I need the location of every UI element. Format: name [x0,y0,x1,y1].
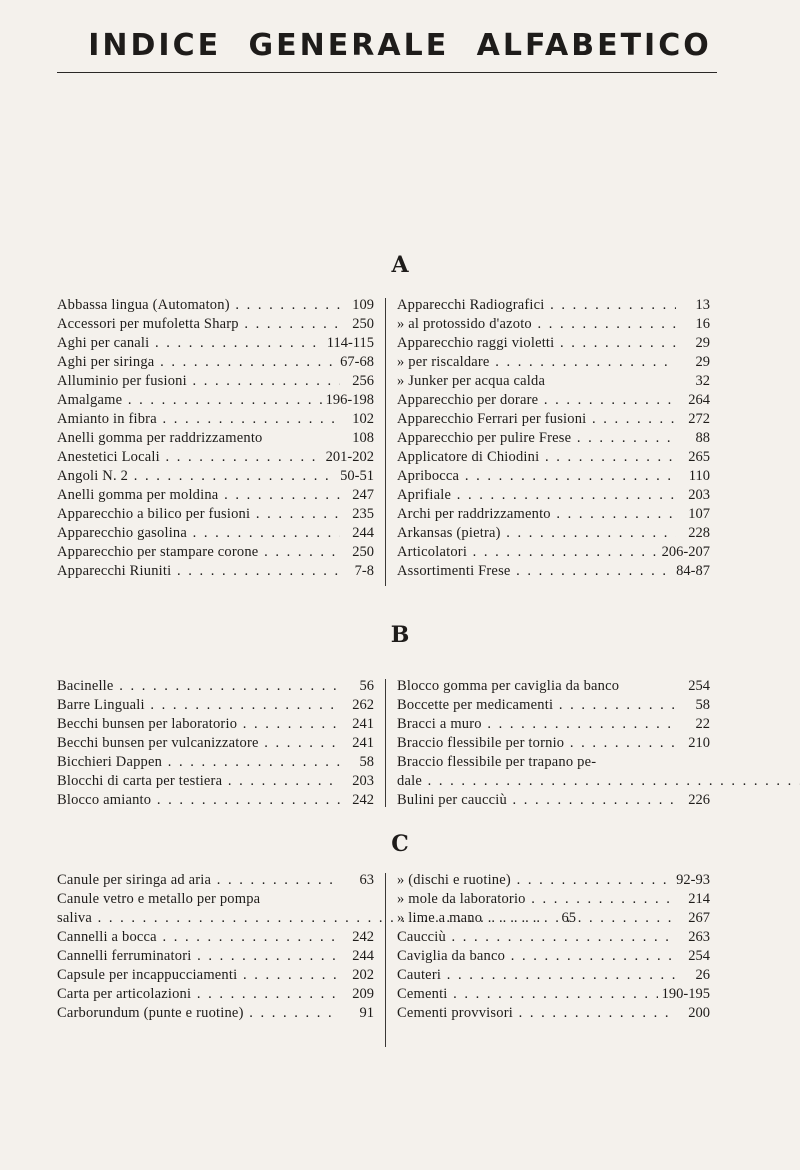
section-a-left-column [57,296,374,581]
entry-name: » (dischi e ruotine) . . . [397,871,672,890]
index-entry [397,410,710,429]
entry-page: 84-87 [676,563,710,579]
index-entry [397,505,710,524]
entry-page: 196-198 [325,392,374,408]
entry-page: 244 [352,948,374,964]
entry-page: 110 [688,468,710,484]
entry-page: 50-51 [340,468,374,484]
entry-page: 26 [695,967,710,983]
entry-page: 272 [688,411,710,427]
entry-page: 244 [352,525,374,541]
index-entry [57,696,374,715]
entry-name: Cauteri . . . [397,966,676,985]
entry-name: Bacinelle . . . [57,677,340,696]
index-entry [397,429,710,448]
title-rule [57,72,717,73]
entry-page: 254 [688,948,710,964]
entry-name: Carborundum (punte e ruotine) . . . [57,1004,340,1023]
entry-name-line2: dale . . . [397,772,800,791]
entry-name: Capsule per incappucciamenti . . . [57,966,340,985]
entry-page: 262 [352,697,374,713]
entry-name [397,753,800,791]
index-entry [57,505,374,524]
entry-page: 58 [695,697,710,713]
entry-page: 88 [695,430,710,446]
index-entry [57,715,374,734]
entry-name: Blocchi di carta per testiera . . . [57,772,340,791]
entry-name: Anelli gomma per moldina . . . [57,486,340,505]
entry-page: 91 [359,1005,374,1021]
column-divider [385,679,386,807]
entry-name: Barre Linguali . . . [57,696,340,715]
entry-name: Angoli N. 2 . . . [57,467,336,486]
entry-name: Caviglia da banco . . . [397,947,676,966]
section-b [57,677,710,817]
entry-page: 56 [359,678,374,694]
entry-page: 7-8 [354,563,374,579]
index-entry [397,791,710,810]
index-entry [57,410,374,429]
index-entry [57,296,374,315]
entry-page: 13 [695,297,710,313]
entry-page: 200 [688,1005,710,1021]
entry-name: » lime a mano . . . [397,909,676,928]
section-c [57,871,710,1051]
index-entry [57,985,374,1004]
entry-page: 250 [352,316,374,332]
index-entry [397,1004,710,1023]
entry-name: Aghi per canali . . . [57,334,323,353]
entry-page: 241 [352,716,374,732]
section-b-right-column [397,677,710,810]
entry-page: 202 [352,967,374,983]
index-entry [57,772,374,791]
entry-name: Becchi bunsen per vulcanizzatore . . . [57,734,340,753]
column-divider [385,298,386,586]
index-entry [397,296,710,315]
entry-name: Articolatori . . . [397,543,658,562]
entry-name: Apparecchio per stampare corone . . . [57,543,340,562]
entry-page: 29 [695,335,710,351]
entry-name: Amianto in fibra . . . [57,410,340,429]
index-entry [397,909,710,928]
entry-page: 209 [352,986,374,1002]
entry-name: Carta per articolazioni . . . [57,985,340,1004]
index-entry [57,871,374,890]
entry-page: 265 [688,449,710,465]
entry-page: 190-195 [661,986,710,1002]
entry-page: 92-93 [676,872,710,888]
index-entry [57,966,374,985]
entry-page: 247 [352,487,374,503]
index-entry [57,677,374,696]
entry-page: 109 [352,297,374,313]
entry-page: 235 [352,506,374,522]
entry-name-line2: saliva . . . [57,909,542,928]
entry-name: Canule per siringa ad aria . . . [57,871,340,890]
entry-name: Aghi per siringa . . . [57,353,336,372]
index-entry [57,353,374,372]
index-entry [397,734,710,753]
entry-page: 16 [695,316,710,332]
entry-name: Apparecchio per pulire Frese . . . [397,429,676,448]
entry-name: Cementi . . . [397,985,658,1004]
entry-page: 241 [352,735,374,751]
entry-name: Apparecchio a bilico per fusioni . . . [57,505,340,524]
entry-name: Aprifiale . . . [397,486,676,505]
entry-page: 206-207 [661,544,710,560]
index-entry [397,524,710,543]
entry-name-line1: Braccio flessibile per trapano pe- [397,754,597,770]
entry-name: Bracci a muro . . . [397,715,676,734]
entry-page: 22 [695,716,710,732]
index-entry [57,429,374,448]
section-a [57,296,710,588]
entry-name-line1: Canule vetro e metallo per pompa [57,891,261,907]
page-title: INDICE GENERALE ALFABETICO [88,28,712,63]
index-entry [397,928,710,947]
entry-page: 65 [561,910,577,926]
entry-name: Apparecchi Riuniti . . . [57,562,340,581]
index-entry [397,467,710,486]
entry-name: Applicatore di Chiodini . . . [397,448,676,467]
entry-page: 32 [695,373,710,389]
entry-page: 29 [695,354,710,370]
entry-page: 214 [688,891,710,907]
entry-page: 201-202 [325,449,374,465]
entry-name: Bulini per caucciù . . . [397,791,676,810]
entry-name: Archi per raddrizzamento . . . [397,505,676,524]
entry-name: Cannelli a bocca . . . [57,928,340,947]
entry-name: Apparecchio Ferrari per fusioni . . . [397,410,676,429]
entry-name: Apparecchio per dorare . . . [397,391,676,410]
column-divider [385,873,386,1047]
entry-name: Bicchieri Dappen . . . [57,753,340,772]
index-entry [397,315,710,334]
entry-name: Amalgame . . . [57,391,322,410]
entry-page: 242 [352,929,374,945]
section-b-left-column [57,677,374,810]
index-entry [397,696,710,715]
entry-name: Braccio flessibile per tornio . . . [397,734,676,753]
index-entry [57,947,374,966]
entry-page: 263 [688,929,710,945]
entry-name: Blocco amianto . . . [57,791,340,810]
index-entry [57,315,374,334]
index-entry [57,524,374,543]
entry-name: Abbassa lingua (Automaton) . . . [57,296,340,315]
entry-name: Accessori per mufoletta Sharp . . . [57,315,340,334]
entry-page: 267 [688,910,710,926]
entry-name: Blocco gomma per caviglia da banco [397,678,620,694]
index-entry [397,753,710,791]
entry-page: 102 [352,411,374,427]
index-entry [397,890,710,909]
index-entry [397,448,710,467]
entry-name: » Junker per acqua calda [397,373,546,389]
entry-name: » mole da laboratorio . . . [397,890,676,909]
entry-page: 203 [688,487,710,503]
entry-page: 108 [352,430,374,446]
index-entry [397,372,710,391]
entry-page: 256 [352,373,374,389]
entry-page: 210 [688,735,710,751]
index-entry [57,334,374,353]
entry-name: Alluminio per fusioni . . . [57,372,340,391]
index-entry [397,353,710,372]
entry-page: 58 [359,754,374,770]
index-entry [397,543,710,562]
index-entry [397,334,710,353]
entry-page: 67-68 [340,354,374,370]
entry-page: 242 [352,792,374,808]
entry-name: » al protossido d'azoto . . . [397,315,676,334]
entry-name: Apparecchio raggi violetti . . . [397,334,676,353]
index-entry [397,966,710,985]
entry-name: Arkansas (pietra) . . . [397,524,676,543]
section-letter-a: A [391,252,409,278]
entry-name: Cementi provvisori . . . [397,1004,676,1023]
entry-name: Caucciù . . . [397,928,676,947]
entry-name: Anestetici Locali . . . [57,448,322,467]
index-entry [57,467,374,486]
index-entry [57,543,374,562]
index-entry [397,486,710,505]
section-letter-b: B [390,622,410,648]
entry-page: 264 [688,392,710,408]
entry-name: Apparecchio gasolina . . . [57,524,340,543]
index-entry [397,715,710,734]
entry-page: 63 [359,872,374,888]
entry-name: Anelli gomma per raddrizzamento [57,430,263,446]
index-entry [397,391,710,410]
entry-name: Apribocca . . . [397,467,676,486]
section-a-right-column [397,296,710,581]
index-entry [397,677,710,696]
index-entry [397,562,710,581]
index-entry [57,372,374,391]
index-entry [57,486,374,505]
entry-page: 226 [688,792,710,808]
entry-name: Becchi bunsen per laboratorio . . . [57,715,340,734]
index-entry [397,947,710,966]
index-entry [397,871,710,890]
section-c-right-column [397,871,710,1023]
index-entry [57,753,374,772]
entry-page: 114-115 [326,335,374,351]
index-entry [57,1004,374,1023]
entry-page: 250 [352,544,374,560]
entry-name: Cannelli ferruminatori . . . [57,947,340,966]
entry-name: Assortimenti Frese . . . [397,562,672,581]
entry-name: Apparecchi Radiografici . . . [397,296,676,315]
section-letter-c: C [391,831,409,857]
index-entry [57,734,374,753]
index-entry [57,928,374,947]
index-entry [57,791,374,810]
entry-page: 254 [688,678,710,694]
index-entry [57,562,374,581]
entry-name: Boccette per medicamenti . . . [397,696,676,715]
entry-name: » per riscaldare . . . [397,353,676,372]
index-entry [397,985,710,1004]
index-entry [57,448,374,467]
entry-page: 203 [352,773,374,789]
entry-page: 228 [688,525,710,541]
index-entry [57,391,374,410]
entry-page: 107 [688,506,710,522]
